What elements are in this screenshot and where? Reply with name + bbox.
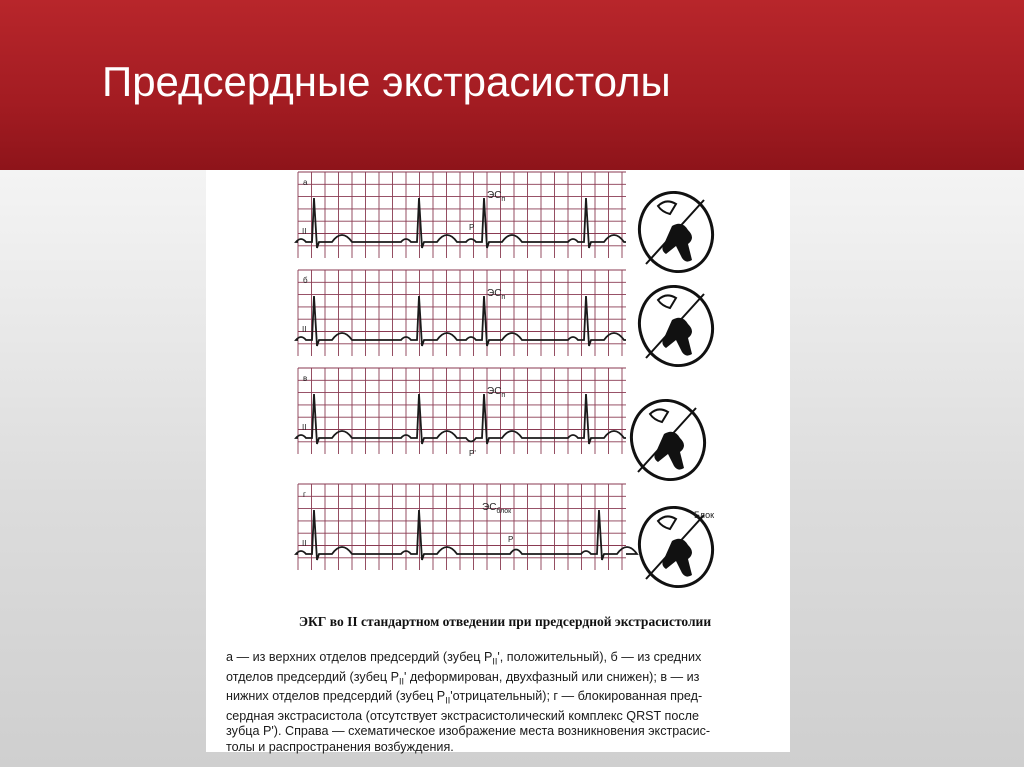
extrasystole-label: $ЭС_п$ [487, 288, 506, 301]
p-wave-label: P' [469, 449, 476, 458]
strip-letter: а [303, 178, 308, 187]
ecg-strip-2 [296, 270, 626, 356]
strip-letter: г [303, 490, 306, 499]
caption-line-6: толы и распространения возбуждения. [226, 739, 454, 754]
caption-line-1: а — из верхних отделов предсердий (зубец $P_{II}'$, положительный), б — из средних [226, 650, 702, 667]
heart-schematic-2 [628, 276, 723, 376]
block-label: Блок [694, 510, 715, 520]
ecg-figure-svg [206, 170, 790, 610]
p-wave-label: P [508, 535, 514, 544]
caption-line-5: зубца P'). Справа — схематическое изображение места возникновения экстрасис- [226, 724, 711, 739]
ecg-trace [296, 510, 637, 560]
ecg-trace [296, 198, 626, 248]
caption-line-3: нижних отделов предсердий (зубец $P_{II}'отрицательный$); г — блокированная пред- [226, 689, 703, 706]
ecg-trace [296, 296, 626, 346]
strip-letter: б [303, 276, 308, 285]
extrasystole-label: $ЭС_п$ [487, 386, 506, 399]
lead-label: II [302, 227, 307, 236]
caption-line-4: сердная экстрасистола (отсутствует экстрасистолический комплекс QRST после [226, 709, 699, 724]
ecg-strip-4 [296, 484, 637, 570]
ecg-strip-1 [296, 172, 626, 258]
caption-line-2: отделов предсердий (зубец $P_{II}'$ деформирован, двухфазный или снижен); в — из [226, 669, 700, 687]
lead-label: II [302, 325, 307, 334]
slide-title: Предсердные экстрасистолы [102, 58, 671, 105]
extrasystole-label: $ЭС_п$ [487, 190, 506, 203]
heart-schematic-3 [620, 390, 715, 490]
title-banner [0, 0, 1024, 170]
p-wave-label: P [469, 223, 475, 232]
figure-caption-title: ЭКГ во II стандартном отведении при предсердной экстрасистолии [298, 614, 712, 629]
ecg-figure [206, 170, 790, 752]
ecg-trace [296, 394, 626, 444]
ecg-strip-3 [296, 368, 626, 458]
strip-letter: в [303, 374, 308, 383]
extrasystole-label: $ЭС_{блок}$ [482, 502, 512, 515]
lead-label: II [302, 539, 307, 548]
figure-caption-text [226, 650, 782, 755]
lead-label: II [302, 423, 307, 432]
heart-schematic-1 [628, 182, 723, 282]
